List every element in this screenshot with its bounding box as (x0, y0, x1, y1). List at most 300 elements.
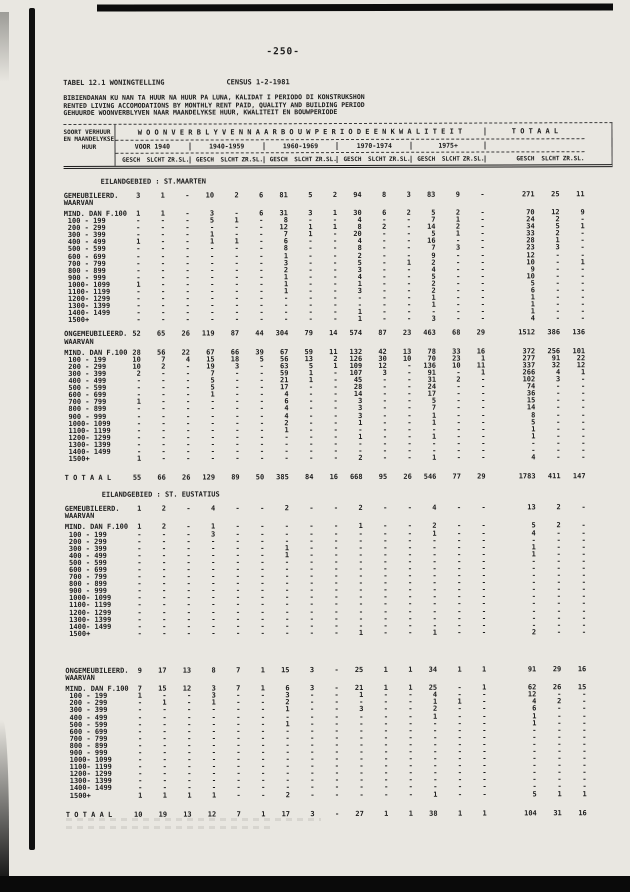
cell: - (482, 719, 487, 728)
cell: - (359, 783, 364, 792)
cell: - (581, 521, 586, 530)
cell (386, 199, 411, 206)
cell: 17 (427, 389, 437, 398)
cell: - (260, 691, 266, 700)
cell: - (185, 390, 191, 399)
cell: - (480, 236, 485, 245)
cell: - (334, 755, 340, 764)
cell: 1 (408, 665, 413, 674)
cell: - (211, 586, 216, 595)
cell: - (211, 629, 216, 638)
cell: 20 (353, 230, 362, 239)
cell: 1 (580, 222, 585, 231)
cell: - (285, 762, 290, 771)
period-header: 1960-1969 (263, 142, 337, 150)
cell: 2 (455, 208, 461, 217)
cell: 27 (355, 809, 364, 818)
cell: - (259, 301, 264, 310)
cell: - (211, 558, 216, 567)
cell: - (532, 761, 537, 770)
cell: - (457, 733, 462, 742)
cell: - (185, 287, 190, 296)
cell (240, 513, 265, 520)
cell: - (555, 250, 560, 259)
cell: - (161, 426, 166, 435)
cell: - (308, 390, 314, 399)
cell: - (161, 440, 166, 449)
cell: - (581, 613, 587, 622)
quality-header: ZR.SL. (315, 155, 337, 163)
cell: - (531, 606, 537, 615)
cell: - (260, 536, 265, 545)
cell: 78 (427, 347, 436, 356)
rent-band-label: 1500+ (69, 629, 91, 638)
cell: - (210, 454, 215, 463)
quality-header: ZR.SL. (562, 154, 585, 163)
cell: - (211, 565, 216, 574)
cell: - (480, 222, 485, 231)
waarvan-label: WAARVAN (63, 198, 94, 207)
cell: - (186, 593, 191, 602)
cell: - (309, 558, 314, 567)
cell: - (408, 600, 413, 609)
cell: - (187, 748, 192, 757)
cell: - (260, 522, 265, 531)
cell: - (531, 535, 536, 544)
cell: 126 (349, 354, 363, 363)
cell: - (185, 216, 190, 225)
cell: - (580, 293, 585, 302)
cell: - (556, 606, 562, 615)
cell: - (334, 691, 339, 700)
cell: 13 (304, 354, 314, 363)
cell: - (334, 557, 339, 566)
cell: - (309, 600, 314, 609)
cell: 147 (572, 472, 586, 481)
cell: 67 (206, 348, 215, 357)
cell: - (383, 712, 389, 721)
cell (412, 512, 437, 519)
cell: 91 (427, 368, 437, 377)
cell: - (531, 557, 536, 566)
cell: - (357, 301, 363, 310)
cell: - (556, 389, 561, 398)
cell: 2 (283, 265, 289, 274)
cell: - (456, 536, 462, 545)
cell: - (556, 439, 561, 448)
cell: - (457, 747, 462, 756)
cell: - (556, 585, 561, 594)
cell: - (211, 734, 216, 743)
cell: - (260, 529, 265, 538)
cell: 1 (136, 280, 141, 289)
cell: - (309, 504, 314, 513)
cell: 5 (210, 383, 215, 392)
cell: 1 (358, 628, 364, 637)
cell: - (456, 411, 461, 420)
cell: - (234, 294, 240, 303)
cell (165, 338, 190, 345)
cell: - (406, 293, 412, 302)
cell: - (358, 579, 363, 588)
cell: - (432, 564, 437, 573)
cell: - (236, 734, 241, 743)
section-title: EILANDGEBIED : ST.MAARTEN (100, 177, 207, 186)
cell (142, 675, 167, 682)
cell: - (136, 426, 142, 435)
cell: - (556, 628, 562, 637)
cell: - (309, 705, 315, 714)
cell: - (309, 691, 315, 700)
cell: - (234, 287, 240, 296)
cell: 6 (259, 209, 264, 218)
cell: 25 (428, 683, 438, 692)
cell: 15 (206, 355, 215, 364)
cell: 1 (261, 809, 266, 818)
rent-band-label: 1500+ (69, 791, 91, 800)
cell: - (137, 544, 142, 553)
cell: - (481, 503, 486, 512)
cell: 56 (156, 348, 166, 357)
cell: - (236, 755, 241, 764)
cell: - (333, 439, 338, 448)
cell: 266 (522, 368, 536, 377)
cell: 109 (349, 361, 363, 370)
cell: - (284, 579, 290, 588)
cell: - (555, 314, 561, 323)
cell: - (582, 747, 587, 756)
cell: - (531, 614, 537, 623)
cell: - (408, 776, 413, 785)
cell: - (137, 572, 142, 581)
cell: - (187, 727, 192, 736)
cell: - (581, 503, 586, 512)
cell: 337 (522, 361, 536, 370)
cell: 2 (406, 208, 411, 217)
cell: - (137, 579, 142, 588)
cell: - (457, 705, 462, 714)
cell: - (406, 272, 412, 281)
cell: - (210, 308, 215, 317)
cell: - (456, 439, 461, 448)
cell: - (211, 600, 216, 609)
cell: - (259, 447, 265, 456)
cell: - (136, 440, 142, 449)
cell (263, 199, 288, 206)
cell: 4 (210, 504, 216, 513)
cell: 3 (310, 809, 315, 818)
cell: - (136, 245, 141, 254)
cell: - (581, 453, 586, 462)
cell: 1 (384, 809, 389, 818)
cell: - (384, 776, 389, 785)
cell: - (308, 315, 313, 324)
cell: - (556, 417, 561, 426)
cell: - (332, 216, 338, 225)
cell: - (407, 446, 412, 455)
cell: - (358, 529, 363, 538)
cell: - (310, 783, 315, 792)
cell: - (235, 426, 240, 435)
cell: - (136, 376, 141, 385)
cell: - (358, 536, 363, 545)
cell: - (235, 529, 240, 538)
cell: 16 (329, 473, 339, 482)
cell: - (383, 593, 388, 602)
cell: - (309, 614, 314, 623)
cell: - (235, 551, 240, 560)
cell: - (136, 273, 141, 282)
cell: - (358, 543, 363, 552)
cell: 33 (526, 229, 535, 238)
cell: - (136, 383, 141, 392)
cell: - (582, 704, 587, 713)
group-label: ONGEMEUBILEERD. (64, 330, 128, 339)
cell: 4 (185, 355, 191, 364)
table-section (65, 489, 615, 818)
cell (166, 513, 191, 520)
cell: 15 (577, 683, 587, 692)
cell: 1 (432, 698, 438, 707)
cell: - (334, 572, 339, 581)
cell: - (186, 586, 191, 595)
cell: - (310, 712, 315, 721)
cell: - (161, 530, 167, 539)
cell: - (408, 698, 413, 707)
cell: - (309, 607, 314, 616)
scan-corner-top-left (0, 12, 9, 82)
cell: 11 (576, 189, 585, 198)
cell: 13 (182, 666, 192, 675)
cell: - (187, 698, 192, 707)
cell: - (359, 755, 364, 764)
cell: - (234, 251, 239, 260)
cell: 132 (349, 347, 363, 356)
cell: - (432, 536, 437, 545)
ink-bleed-line (66, 826, 271, 829)
cell: - (259, 362, 264, 371)
cell: - (581, 571, 586, 580)
rent-rows (64, 209, 613, 324)
cell: - (531, 578, 536, 587)
cell: - (260, 719, 266, 728)
cell: - (186, 447, 191, 456)
cell: - (531, 585, 536, 594)
cell: - (408, 783, 413, 792)
cell: 39 (255, 347, 264, 356)
cell: 1 (162, 791, 167, 800)
cell: - (407, 557, 413, 566)
cell: - (456, 272, 461, 281)
cell: - (137, 734, 143, 743)
cell: - (334, 719, 339, 728)
quality-header: SLCHT (541, 155, 560, 163)
cell: - (309, 432, 314, 441)
cell: - (186, 530, 191, 539)
cell: - (162, 755, 167, 764)
page-number: -250- (266, 46, 300, 58)
cell: 13 (183, 810, 192, 819)
cell: 17 (281, 809, 291, 818)
cell: - (334, 543, 339, 552)
cell: - (285, 776, 290, 785)
cell: - (556, 403, 561, 412)
table-title (63, 77, 612, 87)
cell: 6 (532, 704, 537, 713)
cell: - (480, 208, 485, 217)
cell (338, 512, 363, 519)
cell: 1 (480, 354, 486, 363)
cell: - (162, 741, 167, 750)
cell: - (531, 439, 536, 448)
cell: - (187, 776, 192, 785)
cell: - (160, 216, 165, 225)
cell: 89 (231, 473, 240, 482)
cell: - (211, 615, 216, 624)
cell: - (456, 503, 462, 512)
cell: - (186, 615, 191, 624)
cell: 372 (522, 347, 536, 356)
cell: - (556, 382, 561, 391)
cell: 25 (354, 665, 364, 674)
cell: - (284, 572, 290, 581)
rent-band-label: 1200- 1299 (69, 770, 112, 779)
cell: 3 (285, 691, 290, 700)
cell: - (309, 593, 314, 602)
cell: 256 (547, 346, 561, 355)
cell: - (236, 783, 241, 792)
cell: - (358, 607, 364, 616)
cell: - (457, 585, 462, 594)
rent-band-label: 800 - 899 (67, 266, 106, 275)
cell: - (309, 628, 314, 637)
cell: - (581, 446, 586, 455)
cell: 7 (431, 215, 436, 224)
cell: - (406, 308, 412, 317)
cell: 17 (158, 666, 167, 675)
cell: - (432, 600, 437, 609)
cell: - (210, 301, 215, 310)
cell (215, 338, 240, 345)
cell: - (556, 446, 561, 455)
cell: - (481, 418, 486, 427)
cell: - (235, 522, 240, 531)
cell: - (382, 272, 387, 281)
cell: - (531, 592, 537, 601)
cell: - (236, 727, 241, 736)
cell: - (457, 578, 462, 587)
cell: - (186, 572, 191, 581)
cell: 9 (530, 265, 535, 274)
cell: - (310, 733, 315, 742)
cell: - (234, 308, 240, 317)
cell (288, 199, 313, 206)
cell: - (259, 369, 264, 378)
cell: 1 (260, 684, 265, 693)
cell: - (260, 698, 266, 707)
rent-band-label: 1200- 1299 (69, 608, 112, 617)
cell: 1 (432, 529, 437, 538)
cell: 1 (530, 300, 535, 309)
cell: - (261, 762, 266, 771)
cell (560, 198, 585, 205)
cell: - (556, 613, 562, 622)
cell: 1 (284, 551, 290, 560)
cell: - (406, 244, 412, 253)
cell: - (210, 447, 215, 456)
cell: 81 (279, 190, 288, 200)
cell: - (138, 769, 143, 778)
cell: 8 (381, 190, 387, 199)
cell: 8 (531, 410, 536, 419)
cell: 12 (207, 810, 217, 819)
cell: - (136, 405, 142, 414)
cell: - (333, 454, 338, 463)
cell: - (136, 216, 141, 225)
cell: - (359, 762, 364, 771)
rent-band-label: 200 - 299 (68, 362, 107, 371)
cell: 1 (359, 691, 364, 700)
cell: - (482, 712, 487, 721)
table-row (64, 198, 613, 207)
cell: - (334, 628, 339, 637)
rent-band-label: 800 - 899 (69, 741, 108, 750)
cell: 3 (358, 404, 363, 413)
rent-band-label: 1100- 1199 (69, 762, 112, 772)
cell (239, 199, 264, 206)
cell: - (358, 600, 364, 609)
cell: - (187, 741, 192, 750)
rent-band-label: 1300- 1399 (68, 302, 111, 311)
cell: 7 (236, 666, 241, 675)
cell (116, 338, 141, 345)
cell: - (358, 621, 364, 630)
cell: 1 (358, 418, 363, 427)
cell: - (235, 572, 240, 581)
cell: - (383, 733, 389, 742)
cell (387, 337, 412, 344)
cell: - (382, 453, 388, 462)
cell: - (580, 307, 586, 316)
cell: 3 (406, 190, 411, 199)
cell: - (260, 579, 265, 588)
cell: 9 (455, 190, 461, 199)
cell: 28 (353, 383, 363, 392)
cell: - (581, 424, 586, 433)
rent-band-label: 1000- 1099 (69, 594, 112, 603)
cell: 7 (431, 244, 436, 253)
quality-header: SLCHT (146, 156, 165, 164)
cell: - (383, 747, 389, 756)
cell: - (406, 265, 412, 274)
cell: 38 (429, 809, 438, 818)
cell: - (136, 252, 141, 261)
table-row (64, 315, 613, 324)
cell: 12 (576, 361, 586, 370)
cell: 10 (526, 257, 535, 267)
cell: - (482, 768, 487, 777)
cell: - (407, 522, 412, 531)
cell: - (185, 301, 190, 310)
cell: - (383, 705, 389, 714)
cell: 30 (378, 354, 387, 363)
cell: - (136, 287, 141, 296)
cell (312, 199, 337, 206)
cell: - (481, 607, 487, 616)
cell: - (382, 375, 387, 384)
cell: - (162, 622, 167, 631)
cell: 5 (531, 417, 536, 426)
